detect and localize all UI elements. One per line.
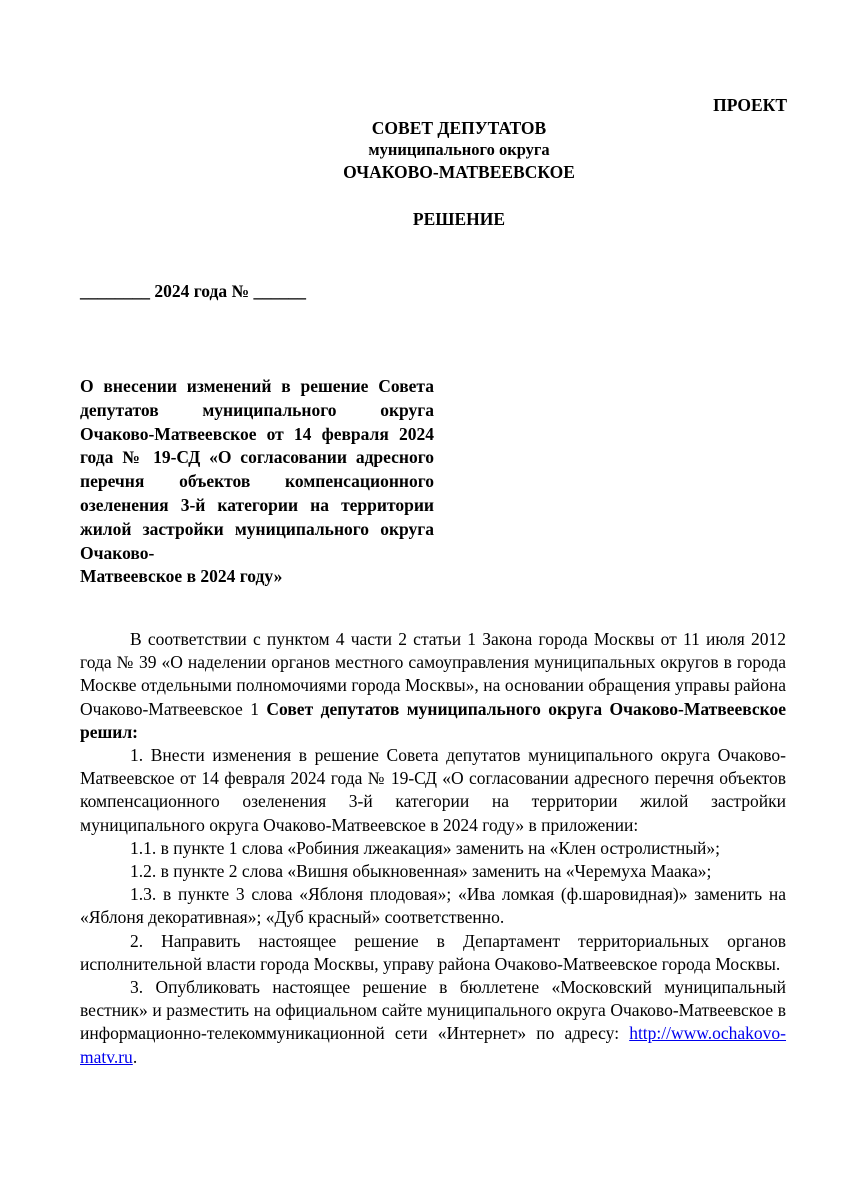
item-1-1: 1.1. в пункте 1 слова «Робиния лжеакация» заменить на «Клен остролистный»; [130,837,720,858]
resolution-text: Совет депутатов муниципального округа Очаково-Матвеевское решил: [80,698,787,742]
subject-text: О внесении изменений в решение Совета депутатов муниципального округа Очаково-Матвеевское от 14 февраля 2024 года № 19-СД «О согласовании адресного перечня объектов компенсационного озеленения 3-й категории на территории жилой застройки муниципального округа Очаково- [80,376,434,563]
document-header [0,117,848,183]
council-subtitle: муниципального округа [368,140,550,159]
preamble-paragraph [80,628,786,744]
website-link[interactable]: http://www.ochakovo-matv.ru [80,1023,787,1067]
draft-label: ПРОЕКТ [713,95,787,115]
subject-last-line: Матвеевское в 2024 году» [80,566,283,587]
item-1-3: 1.3. в пункте 3 слова «Яблоня плодовая»; «Ива ломкая (ф.шаровидная)» заменить на «Яблоня декоративная»; «Дуб красный» соответственно. [80,884,786,928]
decision-subject [80,375,434,589]
district-name: ОЧАКОВО-МАТВЕЕВСКОЕ [343,162,575,182]
council-title: СОВЕТ ДЕПУТАТОВ [371,118,547,138]
decision-heading: РЕШЕНИЕ [412,209,506,229]
item-1-2: 1.2. в пункте 2 слова «Вишня обыкновенная» заменить на «Черемуха Маака»; [130,861,712,882]
date-number-line: ________ 2024 года № ______ [80,281,306,301]
preamble-text: В соответствии с пунктом 4 части 2 статьи 1 Закона города Москвы от 11 июля 2012 года № 39 «О наделении органов местного самоуправления муниципальных округов в города Москве отдельными полномочиями города Москвы», на основании обращения управы района Очаково-Матвеевское 1 [80,629,786,719]
item-3-end: . [132,1046,138,1067]
item-1: 1. Внести изменения в решение Совета депутатов муниципального округа Очаково-Матвеевское от 14 февраля 2024 года № 19-СД «О согласовании адресного перечня объектов компенсационного озеленения 3-й категории на территории жилой застройки муниципального округа Очаково-Матвеевское в 2024 году» в приложении: [80,745,786,835]
item-2: 2. Направить настоящее решение в Департамент территориальных органов исполнительной власти города Москвы, управу района Очаково-Матвеевское города Москвы. [80,930,786,974]
item-3 [80,976,786,1069]
decision-body [80,628,786,1069]
item-3-text: 3. Опубликовать настоящее решение в бюллетене «Московский муниципальный вестник» и разместить на официальном сайте муниципального округа Очаково-Матвеевское в информационно-телекоммуникационной сети «Интернет» по адресу: [80,977,786,1044]
